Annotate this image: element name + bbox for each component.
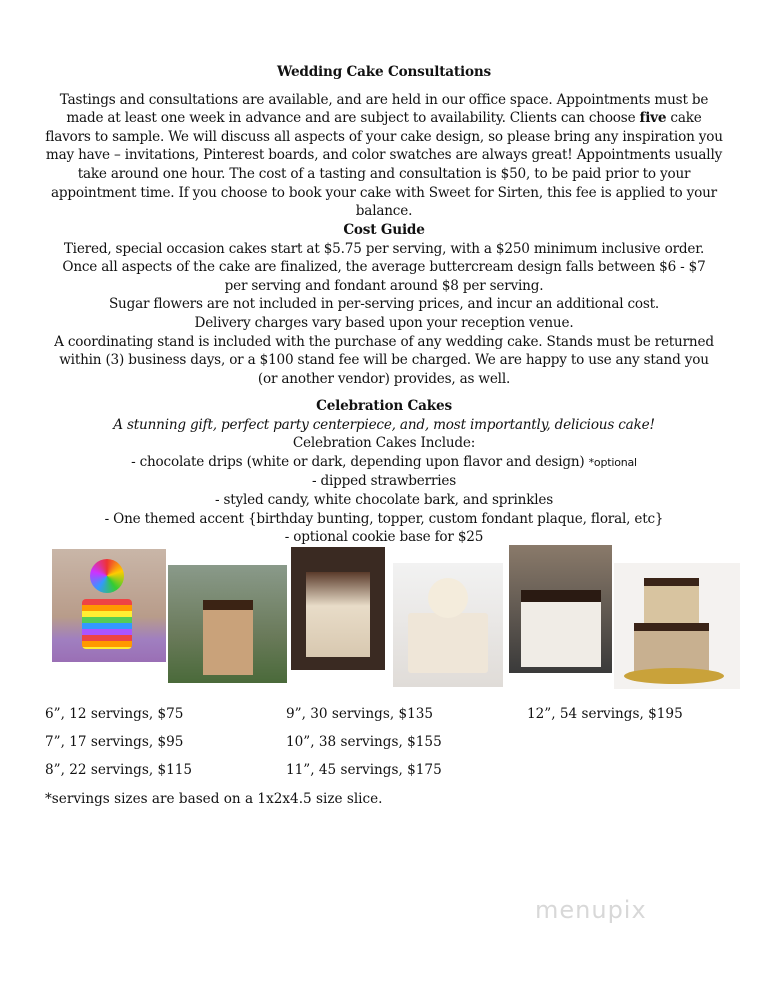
serving-footnote: *servings sizes are based on a 1x2x4.5 size slice. bbox=[45, 791, 383, 807]
include-item: - dipped strawberries bbox=[311, 473, 457, 490]
consultations-body: Tastings and consultations are available, and are held in our office space. Appointments must be made at least one week in advance and are subject to availability. Clients can choose five cake flavors to sample. We will discuss all aspects of your cake design, so please bring any inspiration you may have – invitations, Pinterest boards, and color swatches are always great! Appointments usually take around one hour. The cost of a tasting and consultation is $50, to be paid prior to your appointment time. If you choose to book your cake with Sweet for Sirten, this fee is applied to your balance. bbox=[45, 91, 723, 220]
price-9in: 9”, 30 servings, $135 bbox=[286, 706, 434, 722]
cost-guide-section bbox=[40, 221, 728, 388]
include-item: - styled candy, white chocolate bark, and sprinkles bbox=[214, 491, 554, 508]
price-12in: 12”, 54 servings, $195 bbox=[527, 706, 683, 722]
celebration-section bbox=[40, 397, 728, 547]
price-7in: 7”, 17 servings, $95 bbox=[45, 734, 184, 750]
price-6in: 6”, 12 servings, $75 bbox=[45, 706, 184, 722]
include-item: - optional cookie base for $25 bbox=[284, 529, 484, 546]
cost-line: Sugar flowers are not included in per-serving prices, and incur an additional cost. bbox=[108, 296, 660, 313]
menupix-watermark: menupix bbox=[535, 896, 647, 924]
optional-note: *optional bbox=[588, 455, 637, 469]
cost-line: Tiered, special occasion cakes start at $5.75 per serving, with a $250 minimum inclusive order. Once all aspects of the cake are finalized, the average buttercream design falls between $6 - $7 per serving and fondant around $8 per serving. bbox=[62, 240, 706, 294]
candy-drip-cake-photo bbox=[291, 547, 385, 670]
consultations-title: Wedding Cake Consultations bbox=[277, 64, 491, 80]
celebration-tagline: A stunning gift, perfect party centerpiece, and, most importantly, delicious cake! bbox=[113, 416, 655, 433]
price-11in: 11”, 45 servings, $175 bbox=[286, 762, 442, 778]
cost-line: Delivery charges vary based upon your reception venue. bbox=[194, 314, 574, 331]
cost-guide-title: Cost Guide bbox=[343, 222, 425, 238]
two-tier-cake-photo bbox=[614, 563, 740, 689]
price-10in: 10”, 38 servings, $155 bbox=[286, 734, 442, 750]
price-8in: 8”, 22 servings, $115 bbox=[45, 762, 193, 778]
floral-naked-cake-photo bbox=[393, 563, 503, 687]
include-label: Celebration Cakes Include: bbox=[292, 435, 476, 452]
consultations-section bbox=[40, 63, 728, 221]
include-item: - One themed accent {birthday bunting, topper, custom fondant plaque, floral, etc} bbox=[104, 510, 664, 527]
chocolate-drip-cake-photo bbox=[168, 565, 287, 683]
rainbow-cake-photo bbox=[52, 549, 166, 662]
birthday-drip-cake-photo bbox=[509, 545, 612, 673]
cost-line: A coordinating stand is included with the purchase of any wedding cake. Stands must be returned within (3) business days, or a $100 stand fee will be charged. We are happy to use any stand you (or another vendor) provides, as well. bbox=[54, 333, 714, 387]
include-item: - chocolate drips (white or dark, depending upon flavor and design) *optional bbox=[131, 453, 637, 470]
celebration-title: Celebration Cakes bbox=[316, 398, 452, 414]
